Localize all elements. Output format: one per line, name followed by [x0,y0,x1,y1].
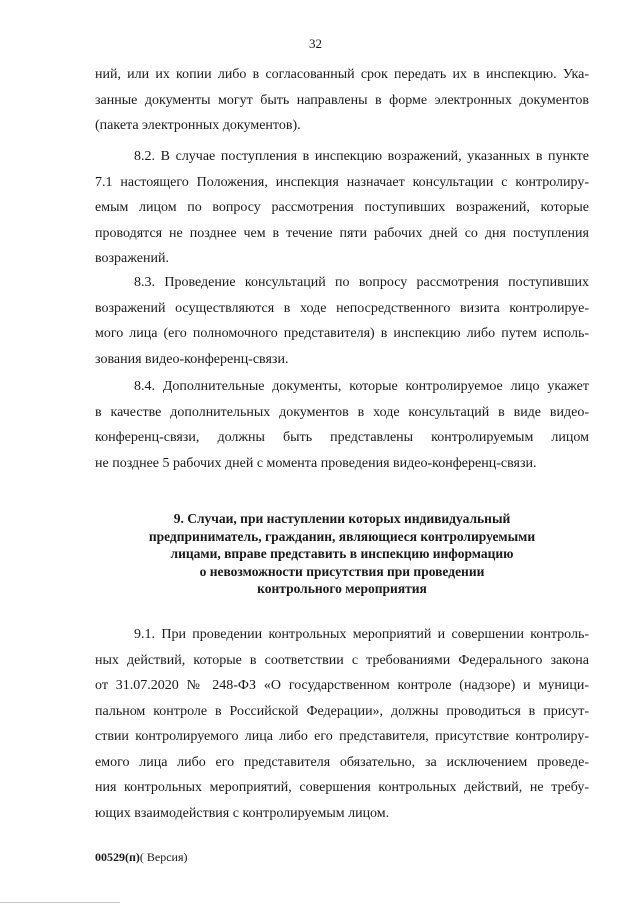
text-line: ний, или их копии либо в согласованный срок передать их в инспекцию. Ука- [95,67,589,82]
text-line: возражений осуществляются в ходе непосредственного визита контролируе- [95,300,589,316]
text-line: зования видео-конференц-связи. [95,351,289,367]
text-line: конференц-связи, должны быть представлены контролируемым лицом [95,430,589,445]
text-line: емого лица либо его представителя обязательно, за исключением проведе- [95,754,589,770]
text-line: (пакета электронных документов). [95,118,301,133]
text-line: емым лицом по вопросу рассмотрения поступивших возражений, которые [95,200,589,215]
text-line: ния контрольных мероприятий, совершения контрольных действий, не требу- [95,780,589,795]
text-line: мого лица (его полномочного представителя) в инспекцию либо путем исполь- [95,326,589,341]
document-code: 00529(п) [95,850,140,864]
text-line: занные документы могут быть направлены в форме электронных документов [95,92,589,108]
text-line: 8.4. Дополнительные документы, которые контролируемое лицо укажет [134,379,589,394]
paragraph-9-1 [95,622,589,826]
heading-line: предприниматель, гражданин, являющиеся контролируемыми [148,528,536,544]
paragraph-continuation [95,62,589,139]
text-line: 8.2. В случае поступления в инспекцию возражений, указанных в пункте [134,149,589,164]
paragraph-8-3 [95,270,589,372]
text-line: ющих взаимодействия с контролируемым лицом. [95,805,390,821]
page-number: 32 [309,36,322,51]
text-line: 9.1. При проведении контрольных мероприятий и совершении контроль- [134,627,589,642]
paragraph-8-4 [95,374,589,476]
heading-line: лицами, вправе представить в инспекцию информацию [170,546,514,561]
section-9-heading [95,510,589,598]
text-line: возражений. [95,251,169,266]
heading-line: о невозможности присутствия при проведении [199,563,485,579]
text-line: проводятся не позднее чем в течение пяти рабочих дней со дня поступления [95,225,589,241]
scan-edge-mark [0,902,120,903]
footer-document-code [95,850,188,865]
document-version: ( Версия) [139,850,188,864]
text-line: в качестве дополнительных документов в ходе консультаций в виде видео- [95,404,589,420]
text-line: 7.1 настоящего Положения, инспекция назначает консультации с контролиру- [95,174,589,190]
text-line: пальном контроле в Российской Федерации», должны проводиться в присут- [95,703,589,719]
text-line: не позднее 5 рабочих дней с момента проведения видео-конференц-связи. [95,455,537,471]
text-line: от 31.07.2020 № 248-ФЗ «О государственном контроле (надзоре) и муници- [95,678,589,693]
heading-line: 9. Случаи, при наступлении которых индивидуальный [173,511,511,526]
paragraph-8-2 [95,144,589,272]
text-line: ных действий, которые в соответствии с требованиями Федерального закона [95,652,589,668]
text-line: ствии контролируемого лица либо его представителя, присутствие контролиру- [95,729,589,744]
heading-line: контрольного мероприятия [257,581,427,596]
text-line: 8.3. Проведение консультаций по вопросу рассмотрения поступивших [134,275,589,290]
